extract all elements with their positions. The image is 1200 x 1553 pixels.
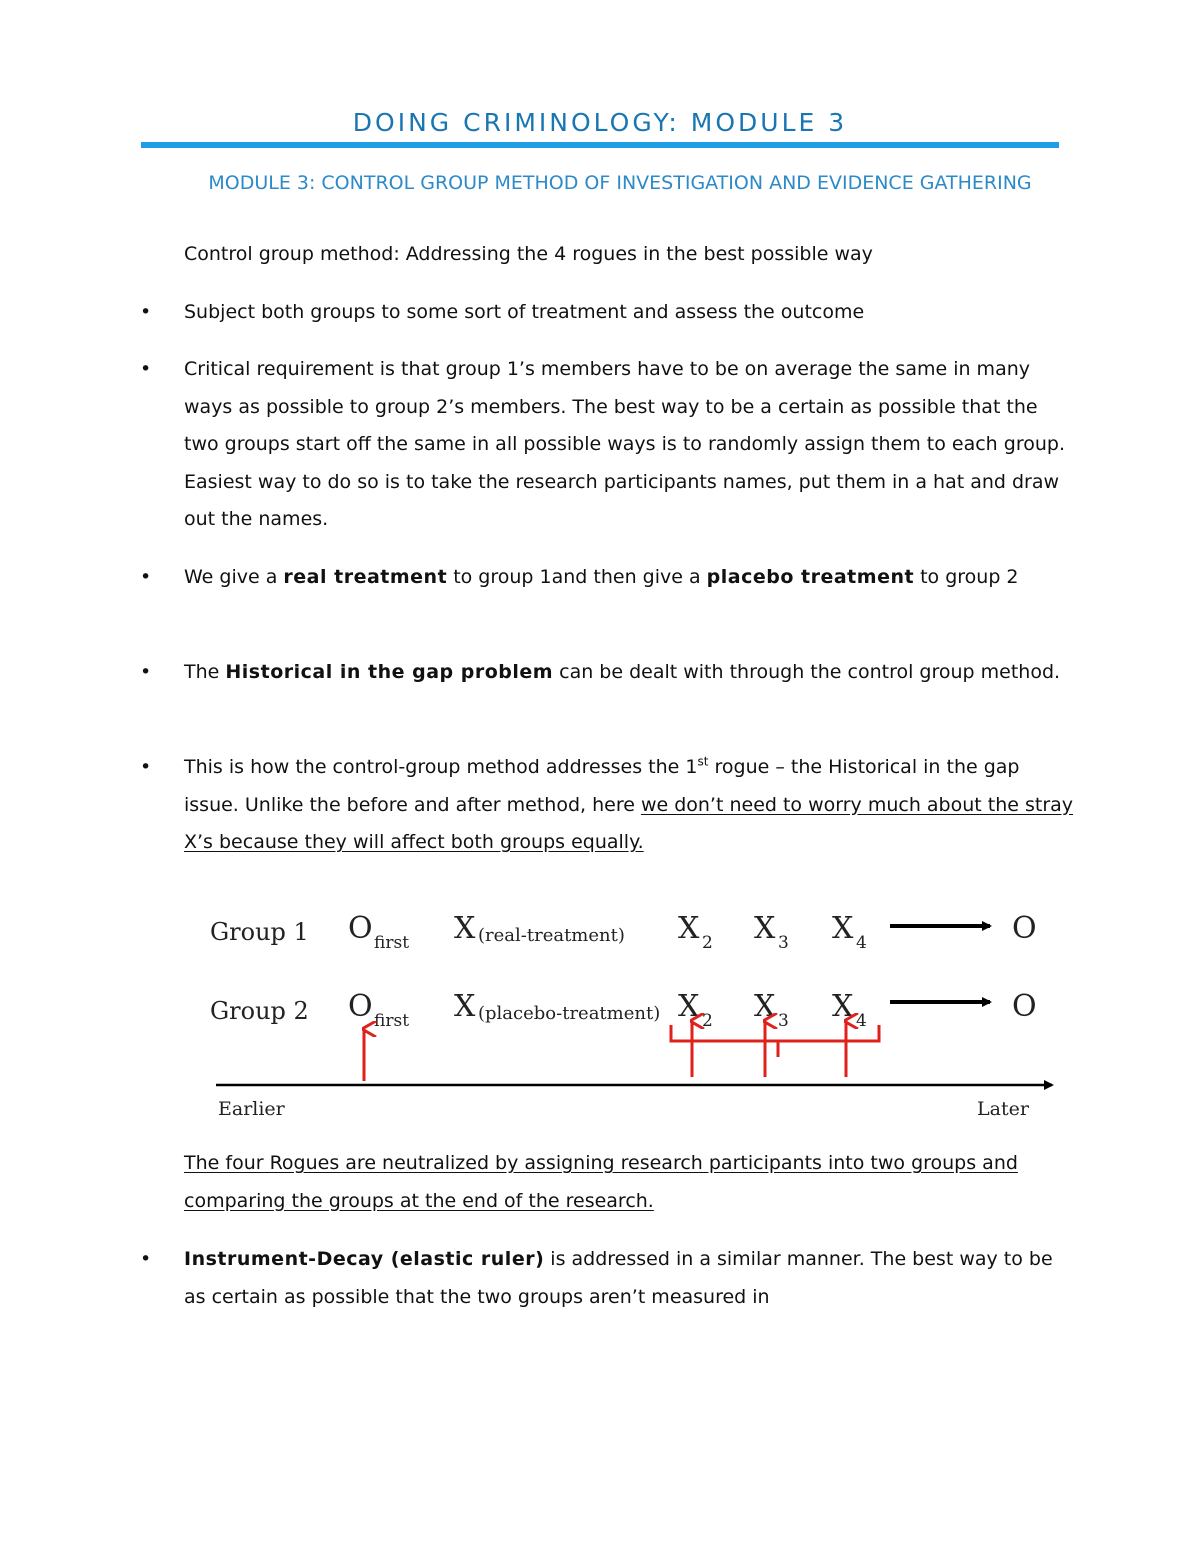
intro-text: Control group method: Addressing the 4 rogues in the best possible way <box>184 243 873 265</box>
title-rule <box>141 142 1059 148</box>
bullet-6-text: Instrument-Decay (elastic ruler) is addressed in a similar manner. The best way to be as certain as possible that the two groups aren’t measured in <box>184 1248 1053 1308</box>
bullet-3-text: We give a real treatment to group 1and then give a placebo treatment to group 2 <box>184 566 1019 588</box>
page-title: DOING CRIMINOLOGY: MODULE 3 <box>352 108 848 137</box>
group-1-label: Group 1 <box>210 918 309 946</box>
x2-letter: X <box>678 989 700 1024</box>
row2-outcome: O <box>1012 989 1037 1024</box>
bullet-glyph: • <box>140 566 152 588</box>
x2-subscript: 2 <box>702 933 713 953</box>
x3-subscript: 3 <box>778 933 789 953</box>
x4-subscript: 4 <box>856 933 867 953</box>
instrument-decay-term: Instrument-Decay (elastic ruler) <box>184 1248 545 1270</box>
x-treatment-letter: X <box>454 911 476 946</box>
x3-letter: X <box>754 989 776 1024</box>
row1-outcome: O <box>1012 911 1037 946</box>
x3-letter: X <box>754 911 776 946</box>
historical-gap-term: Historical in the gap problem <box>225 661 554 683</box>
o-first-letter: O <box>348 911 373 946</box>
group-2-label: Group 2 <box>210 997 309 1025</box>
bullet-glyph: • <box>140 358 152 380</box>
bullet-glyph: • <box>140 1248 152 1270</box>
stray-x-note: we don’t need to worry much about the stray X’s because they will affect both groups equally. <box>184 793 1074 853</box>
x-placebo-subscript: (placebo-treatment) <box>478 1003 661 1024</box>
placebo-treatment-term: placebo treatment <box>706 566 915 588</box>
diagram-svg <box>184 885 1064 1125</box>
x4-letter: X <box>832 989 854 1024</box>
x4-letter: X <box>832 911 854 946</box>
bullet-2-text: Critical requirement is that group 1’s members have to be on average the same in many ways as possible to group 2’s members. The best way to be a certain as possible that the two groups start off the same in all possible ways is to randomly assign them to each group. Easiest way to do so is to take the research participants names, put them in a hat and draw out the names. <box>184 358 1065 530</box>
x2-letter: X <box>678 911 700 946</box>
o-first-subscript: first <box>374 1011 410 1031</box>
bullet-glyph: • <box>140 661 152 683</box>
bullet-1-text: Subject both groups to some sort of treatment and assess the outcome <box>184 301 865 323</box>
x-treatment-letter: X <box>454 989 476 1024</box>
bullet-glyph: • <box>140 756 152 778</box>
bullet-glyph: • <box>140 301 152 323</box>
bullet-4-text: The Historical in the gap problem can be dealt with through the control group method. <box>184 661 1061 683</box>
x2-subscript: 2 <box>702 1011 713 1031</box>
real-treatment-term: real treatment <box>283 566 448 588</box>
timeline-later-label: Later <box>977 1098 1029 1120</box>
timeline-earlier-label: Earlier <box>218 1098 285 1120</box>
x4-subscript: 4 <box>856 1011 867 1031</box>
x3-subscript: 3 <box>778 1011 789 1031</box>
control-group-diagram <box>184 885 1064 1125</box>
o-first-letter: O <box>348 989 373 1024</box>
bullet-5-text: This is how the control-group method addresses the 1st rogue – the Historical in the gap issue. Unlike the before and after method, here we don’t need to worry much about the stray X’s because they will affect both groups equally. <box>184 754 1074 853</box>
section-subtitle: MODULE 3: CONTROL GROUP METHOD OF INVESTIGATION AND EVIDENCE GATHERING <box>208 172 1032 194</box>
conclusion-text: The four Rogues are neutralized by assigning research participants into two groups and comparing the groups at the end of the research. <box>184 1152 1018 1212</box>
o-first-subscript: first <box>374 933 410 953</box>
x-real-subscript: (real-treatment) <box>478 925 625 946</box>
